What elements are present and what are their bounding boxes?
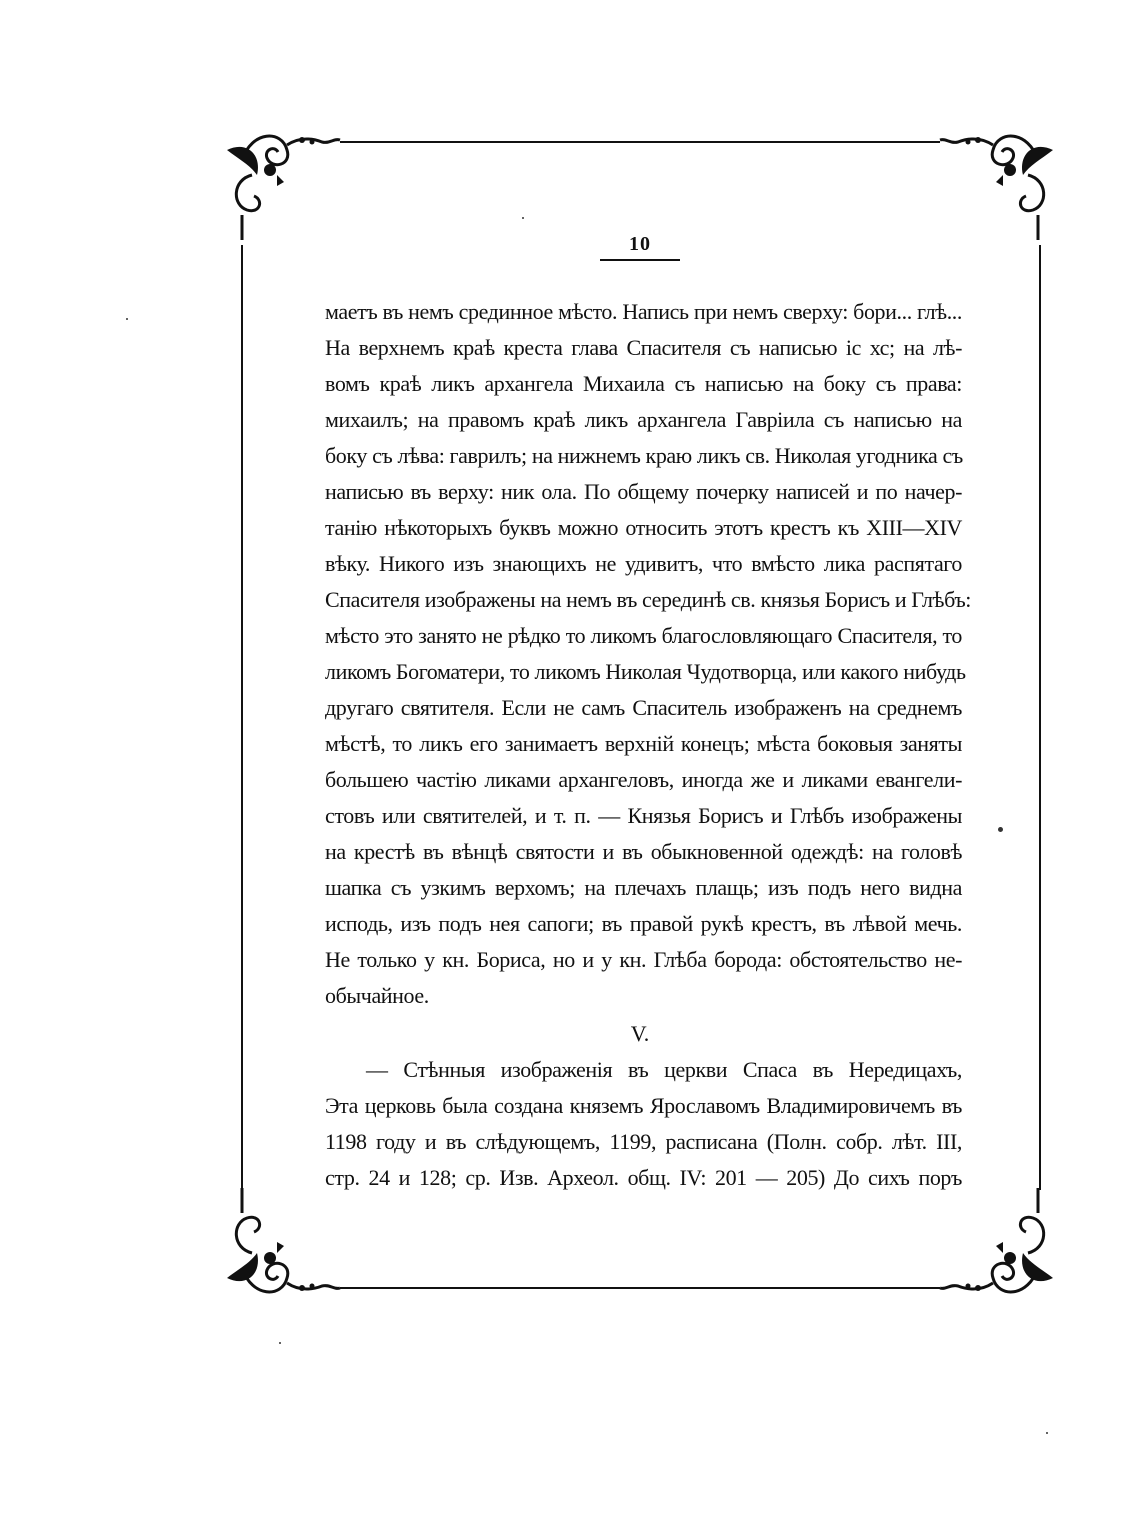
- body-line-13: мѣстѣ, то ликъ его занимаетъ верхній конецъ; мѣста боковыя заняты: [325, 731, 962, 756]
- scan-speck: [522, 217, 524, 219]
- body-line-7: танію нѣкоторыхъ буквъ можно относить этотъ крестъ къ XIII—XIV: [325, 515, 962, 540]
- frame-top-rule: [340, 141, 940, 143]
- body-line-17: шапка съ узкимъ верхомъ; на плечахъ плащь; изъ подъ него видна: [325, 875, 962, 900]
- page-number-underline: [600, 259, 680, 261]
- frame-left-rule: [241, 245, 243, 1190]
- frame-bottom-rule: [340, 1287, 940, 1289]
- body-line-12: другаго святителя. Если не самъ Спаситель изображенъ на среднемъ: [325, 695, 962, 720]
- body-line-11: ликомъ Богоматери, то ликомъ Николая Чудотворца, или какого нибудь: [325, 659, 966, 684]
- frame-right-rule: [1039, 245, 1041, 1190]
- top-right-corner-ornament: [938, 120, 1058, 240]
- body-line-9: Спасителя изображены на немъ въ серединѣ св. князья Борисъ и Глѣбъ:: [325, 587, 972, 612]
- body-line-3: вомъ краѣ ликъ архангела Михаила съ написью на боку съ права:: [325, 371, 962, 396]
- body-line-2: На верхнемъ краѣ креста глава Спасителя съ написью іс хс; на лѣ-: [325, 335, 962, 360]
- section-line-4: стр. 24 и 128; ср. Изв. Археол. общ. IV: 201 — 205) До сихъ поръ: [325, 1165, 962, 1190]
- top-left-corner-ornament: [222, 120, 342, 240]
- scan-speck: [1046, 1432, 1048, 1434]
- section-line-1: — Стѣнныя изображенія въ церкви Спаса въ Нередицахъ,: [366, 1057, 962, 1082]
- body-line-14: большею частію ликами архангеловъ, иногда же и ликами евангели-: [325, 767, 962, 792]
- section-line-3: 1198 году и въ слѣдующемъ, 1199, расписана (Полн. собр. лѣт. III,: [325, 1129, 962, 1154]
- body-line-1: маетъ въ немъ срединное мѣсто. Напись при немъ сверху: бори... глѣ...: [325, 299, 962, 324]
- body-line-8: вѣку. Никого изъ знающихъ не удивитъ, что вмѣсто лика распятаго: [325, 551, 962, 576]
- section-numeral: V.: [630, 1021, 650, 1046]
- bottom-right-corner-ornament: [938, 1188, 1058, 1308]
- scan-speck: [126, 318, 128, 320]
- body-line-15: стовъ или святителей, и т. п. — Князья Борисъ и Глѣбъ изображены: [325, 803, 962, 828]
- body-line-6: написью въ верху: ник ола. По общему почерку написей и по начер-: [325, 479, 962, 504]
- body-line-18: исподь, изъ подъ нея сапоги; въ правой рукѣ крестъ, въ лѣвой мечь.: [325, 911, 962, 936]
- section-line-2: Эта церковь была создана княземъ Ярославомъ Владимировичемъ въ: [325, 1093, 962, 1118]
- body-line-16: на крестѣ въ вѣнцѣ святости и въ обыкновенной одеждѣ: на головѣ: [325, 839, 962, 864]
- bottom-left-corner-ornament: [222, 1188, 342, 1308]
- body-line-4: михаилъ; на правомъ краѣ ликъ архангела Гавріила съ написью на: [325, 407, 962, 432]
- page-number: 10: [629, 233, 651, 255]
- scan-speck: [279, 1342, 281, 1344]
- body-line-10: мѣсто это занято не рѣдко то ликомъ благословляющаго Спасителя, то: [325, 623, 962, 648]
- body-line-20: обычайное.: [325, 983, 429, 1008]
- body-line-5: боку съ лѣва: гаврилъ; на нижнемъ краю ликъ св. Николая угодника съ: [325, 443, 963, 468]
- body-line-19: Не только у кн. Бориса, но и у кн. Глѣба борода: обстоятельство не-: [325, 947, 962, 972]
- scan-speck: [998, 827, 1003, 832]
